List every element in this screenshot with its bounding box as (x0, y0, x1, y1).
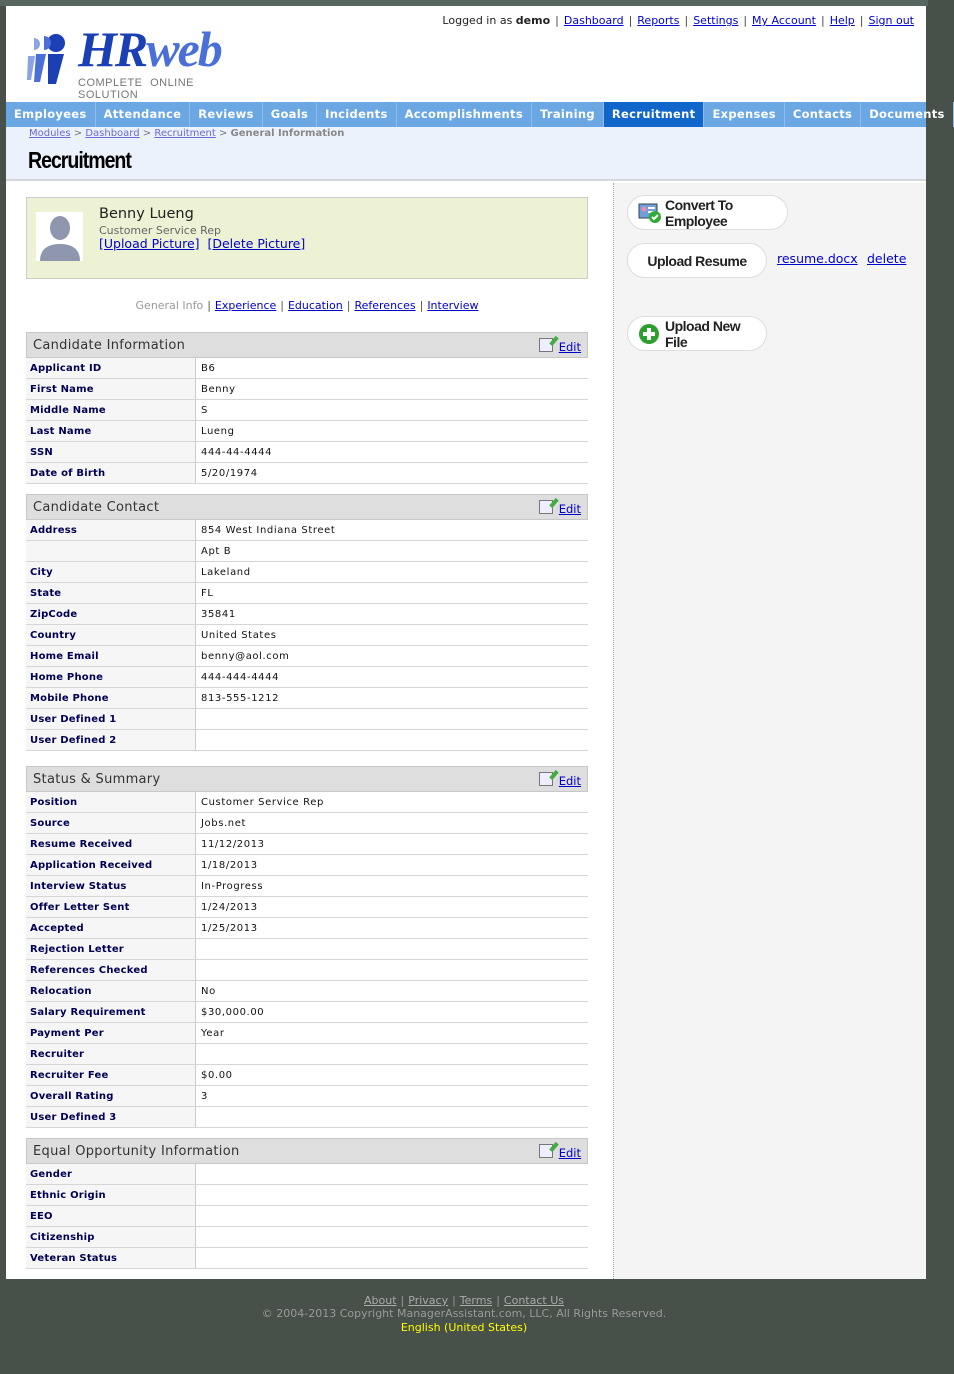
field-row-application-received (26, 855, 588, 876)
field-row-position (26, 792, 588, 813)
field-label: Accepted (26, 918, 196, 938)
field-label: Citizenship (26, 1227, 196, 1247)
field-row-home-email (26, 646, 588, 667)
edit-icon[interactable] (539, 772, 553, 786)
field-value (196, 1107, 201, 1127)
settings-link[interactable]: Settings (693, 14, 739, 27)
edit-link[interactable]: Edit (558, 774, 581, 788)
field-value (196, 1185, 201, 1205)
footer: About | Privacy | Terms | Contact Us © 2004-2013 Copyright ManagerAssistant.com, LLC, All Rights Reserved. English (United States) (0, 1279, 928, 1374)
actions-panel (613, 183, 926, 1279)
field-row-citizenship (26, 1227, 588, 1248)
nav-tab-goals[interactable]: Goals (263, 102, 317, 127)
field-label: Ethnic Origin (26, 1185, 196, 1205)
people-logo-icon (26, 30, 76, 85)
field-label: Recruiter (26, 1044, 196, 1064)
field-value (196, 1164, 201, 1184)
field-value (196, 730, 201, 750)
field-row-relocation (26, 981, 588, 1002)
footer-terms-link[interactable]: Terms (459, 1294, 493, 1307)
field-label: Middle Name (26, 400, 196, 420)
field-value: Apt B (201, 546, 232, 557)
field-label: Position (26, 792, 196, 812)
field-label: Relocation (26, 981, 196, 1001)
top-links: Logged in as demo | Dashboard | Reports | Settings | My Account | Help | Sign out (442, 14, 914, 27)
breadcrumb-bar (6, 127, 926, 181)
field-row-zipcode (26, 604, 588, 625)
section-header (26, 332, 588, 358)
field-row-date-of-birth (26, 463, 588, 484)
field-row-ssn (26, 442, 588, 463)
logged-in-label: Logged in as (442, 14, 513, 27)
field-row-overall-rating (26, 1086, 588, 1107)
edit-link[interactable]: Edit (558, 502, 581, 516)
reports-link[interactable]: Reports (637, 14, 680, 27)
field-row-continued (26, 541, 588, 562)
breadcrumb: Modules > Dashboard > Recruitment > General Information (29, 128, 345, 139)
edit-link[interactable]: Edit (558, 340, 581, 354)
field-label: Source (26, 813, 196, 833)
tab-experience[interactable]: Experience (214, 299, 277, 312)
field-value: 854 West Indiana Street (201, 525, 336, 536)
nav-tab-training[interactable]: Training (532, 102, 604, 127)
field-value: 444-444-4444 (201, 672, 280, 683)
field-value: United States (201, 630, 277, 641)
field-label: Country (26, 625, 196, 645)
nav-tab-reviews[interactable]: Reviews (190, 102, 262, 127)
field-label: First Name (26, 379, 196, 399)
nav-tab-expenses[interactable]: Expenses (704, 102, 784, 127)
candidate-name: Benny Lueng (99, 206, 194, 222)
delete-picture-link[interactable]: [Delete Picture] (207, 236, 306, 251)
field-label: Home Phone (26, 667, 196, 687)
field-row-payment-per (26, 1023, 588, 1044)
delete-resume-link[interactable]: delete (867, 251, 907, 266)
field-value: Customer Service Rep (201, 797, 324, 808)
field-row-ethnic-origin (26, 1185, 588, 1206)
field-row-user-defined-3 (26, 1107, 588, 1128)
field-label: Applicant ID (26, 358, 196, 378)
section-header (26, 494, 588, 520)
section-candidate-information (26, 332, 588, 484)
field-row-accepted (26, 918, 588, 939)
field-label: City (26, 562, 196, 582)
sign-out-link[interactable]: Sign out (868, 14, 914, 27)
field-row-resume-received (26, 834, 588, 855)
upload-resume-label: Upload Resume (647, 252, 747, 269)
field-label: ZipCode (26, 604, 196, 624)
field-row-state (26, 583, 588, 604)
field-label (26, 541, 196, 561)
edit-link[interactable]: Edit (558, 1146, 581, 1160)
field-row-veteran-status (26, 1248, 588, 1269)
breadcrumb-dashboard[interactable]: Dashboard (85, 128, 140, 139)
person-silhouette-icon (36, 212, 83, 261)
field-label: Payment Per (26, 1023, 196, 1043)
field-label: User Defined 2 (26, 730, 196, 750)
footer-contact-link[interactable]: Contact Us (503, 1294, 564, 1307)
field-value: No (201, 986, 216, 997)
upload-picture-link[interactable]: [Upload Picture] (99, 236, 200, 251)
footer-about-link[interactable]: About (364, 1294, 397, 1307)
field-label: SSN (26, 442, 196, 462)
field-row-salary-requirement (26, 1002, 588, 1023)
username: demo (515, 14, 551, 27)
help-link[interactable]: Help (829, 14, 855, 27)
field-label: User Defined 3 (26, 1107, 196, 1127)
field-row-offer-letter-sent (26, 897, 588, 918)
field-label: Last Name (26, 421, 196, 441)
section-status-summary (26, 766, 588, 1128)
field-label: Offer Letter Sent (26, 897, 196, 917)
page (6, 6, 945, 1279)
logo-tagline: COMPLETE ONLINE SOLUTION (78, 77, 195, 101)
avatar (36, 212, 83, 261)
field-value (196, 960, 201, 980)
field-label: References Checked (26, 960, 196, 980)
section-header (26, 1138, 588, 1164)
hrweb-logo[interactable] (26, 21, 256, 101)
field-label: Rejection Letter (26, 939, 196, 959)
logo-text: HRweb (78, 21, 221, 77)
edit-icon[interactable] (539, 338, 553, 352)
field-label: Application Received (26, 855, 196, 875)
field-value (196, 709, 201, 729)
field-value: $30,000.00 (201, 1007, 265, 1018)
field-row-references-checked (26, 960, 588, 981)
field-label: Interview Status (26, 876, 196, 896)
candidate-profile-card (26, 197, 588, 279)
language-selector[interactable]: English (United States) (400, 1321, 528, 1334)
field-value: Benny (201, 384, 236, 395)
field-value: Lakeland (201, 567, 251, 578)
field-value: 3 (201, 1091, 208, 1102)
field-row-interview-status (26, 876, 588, 897)
field-row-address (26, 520, 588, 541)
footer-privacy-link[interactable]: Privacy (408, 1294, 449, 1307)
convert-label: Convert To Employee (665, 196, 733, 229)
field-value (196, 1248, 201, 1268)
field-value: Year (201, 1028, 225, 1039)
field-value: 813-555-1212 (201, 693, 280, 704)
plus-circle-icon (638, 323, 660, 345)
page-title: Recruitment (28, 147, 131, 173)
field-value: 1/24/2013 (201, 902, 258, 913)
section-title: Candidate Contact (33, 500, 160, 515)
field-row-rejection-letter (26, 939, 588, 960)
copyright: © 2004-2013 Copyright ManagerAssistant.com, LLC, All Rights Reserved. (261, 1307, 667, 1320)
tab-interview[interactable]: Interview (427, 299, 479, 312)
convert-to-employee-button[interactable] (627, 195, 788, 230)
nav-tab-documents[interactable]: Documents (861, 102, 953, 127)
field-row-mobile-phone (26, 688, 588, 709)
upload-new-file-button[interactable] (627, 316, 767, 351)
nav-tab-recruitment[interactable]: Recruitment (604, 102, 705, 127)
field-label: User Defined 1 (26, 709, 196, 729)
field-value (196, 939, 201, 959)
nav-tab-incidents[interactable]: Incidents (317, 102, 397, 127)
candidate-subtabs: General Info | Experience | Education | References | Interview (135, 299, 479, 312)
field-value: S (201, 405, 208, 416)
field-label: Salary Requirement (26, 1002, 196, 1022)
resume-file-link[interactable]: resume.docx (777, 251, 858, 266)
field-value: In-Progress (201, 881, 264, 892)
section-header (26, 766, 588, 792)
field-label: Recruiter Fee (26, 1065, 196, 1085)
nav-tab-attendance[interactable]: Attendance (96, 102, 191, 127)
field-row-recruiter (26, 1044, 588, 1065)
field-value: 1/25/2013 (201, 923, 258, 934)
field-value: 5/20/1974 (201, 468, 258, 479)
field-row-eeo (26, 1206, 588, 1227)
field-label: Resume Received (26, 834, 196, 854)
breadcrumb-modules[interactable]: Modules (29, 128, 71, 139)
field-row-user-defined-2 (26, 730, 588, 751)
field-value: B6 (201, 363, 216, 374)
candidate-title: Customer Service Rep (99, 224, 221, 237)
field-value: benny@aol.com (201, 651, 290, 662)
field-label: Veteran Status (26, 1248, 196, 1268)
field-row-applicant-id (26, 358, 588, 379)
section-title: Candidate Information (33, 338, 186, 353)
field-label: Home Email (26, 646, 196, 666)
field-label: EEO (26, 1206, 196, 1226)
main-nav (6, 102, 945, 127)
field-row-user-defined-1 (26, 709, 588, 730)
section-candidate-contact (26, 494, 588, 751)
field-label: Gender (26, 1164, 196, 1184)
field-row-city (26, 562, 588, 583)
section-title: Equal Opportunity Information (33, 1144, 240, 1159)
field-value: 35841 (201, 609, 236, 620)
section-equal-opportunity-information (26, 1138, 588, 1269)
field-row-last-name (26, 421, 588, 442)
field-row-country (26, 625, 588, 646)
field-row-middle-name (26, 400, 588, 421)
upload-new-file-label: Upload New File (665, 317, 741, 350)
field-value: $0.00 (201, 1070, 233, 1081)
field-value (196, 1044, 201, 1064)
field-row-source (26, 813, 588, 834)
field-label: Overall Rating (26, 1086, 196, 1106)
nav-tab-employees[interactable]: Employees (6, 102, 96, 127)
edit-icon[interactable] (539, 1144, 553, 1158)
field-row-home-phone (26, 667, 588, 688)
field-label: Mobile Phone (26, 688, 196, 708)
field-label: Date of Birth (26, 463, 196, 483)
upload-resume-button[interactable] (627, 243, 767, 278)
convert-employee-icon (638, 202, 662, 224)
field-row-gender (26, 1164, 588, 1185)
field-label: State (26, 583, 196, 603)
breadcrumb-recruitment[interactable]: Recruitment (154, 128, 216, 139)
dashboard-link[interactable]: Dashboard (563, 14, 624, 27)
field-value: FL (201, 588, 214, 599)
section-title: Status & Summary (33, 772, 161, 787)
tab-general-info: General Info (135, 299, 204, 312)
field-value (196, 1227, 201, 1247)
nav-tab-contacts[interactable]: Contacts (785, 102, 861, 127)
breadcrumb-current: General Information (230, 128, 345, 139)
nav-tab-accomplishments[interactable]: Accomplishments (397, 102, 532, 127)
field-row-recruiter-fee (26, 1065, 588, 1086)
field-value: Lueng (201, 426, 235, 437)
edit-icon[interactable] (539, 500, 553, 514)
tab-education[interactable]: Education (287, 299, 343, 312)
field-value: Jobs.net (201, 818, 247, 829)
my-account-link[interactable]: My Account (752, 14, 816, 27)
field-value: 1/18/2013 (201, 860, 258, 871)
field-label: Address (26, 520, 196, 540)
field-row-first-name (26, 379, 588, 400)
field-value: 11/12/2013 (201, 839, 265, 850)
tab-references[interactable]: References (354, 299, 416, 312)
field-value (196, 1206, 201, 1226)
field-value: 444-44-4444 (201, 447, 273, 458)
